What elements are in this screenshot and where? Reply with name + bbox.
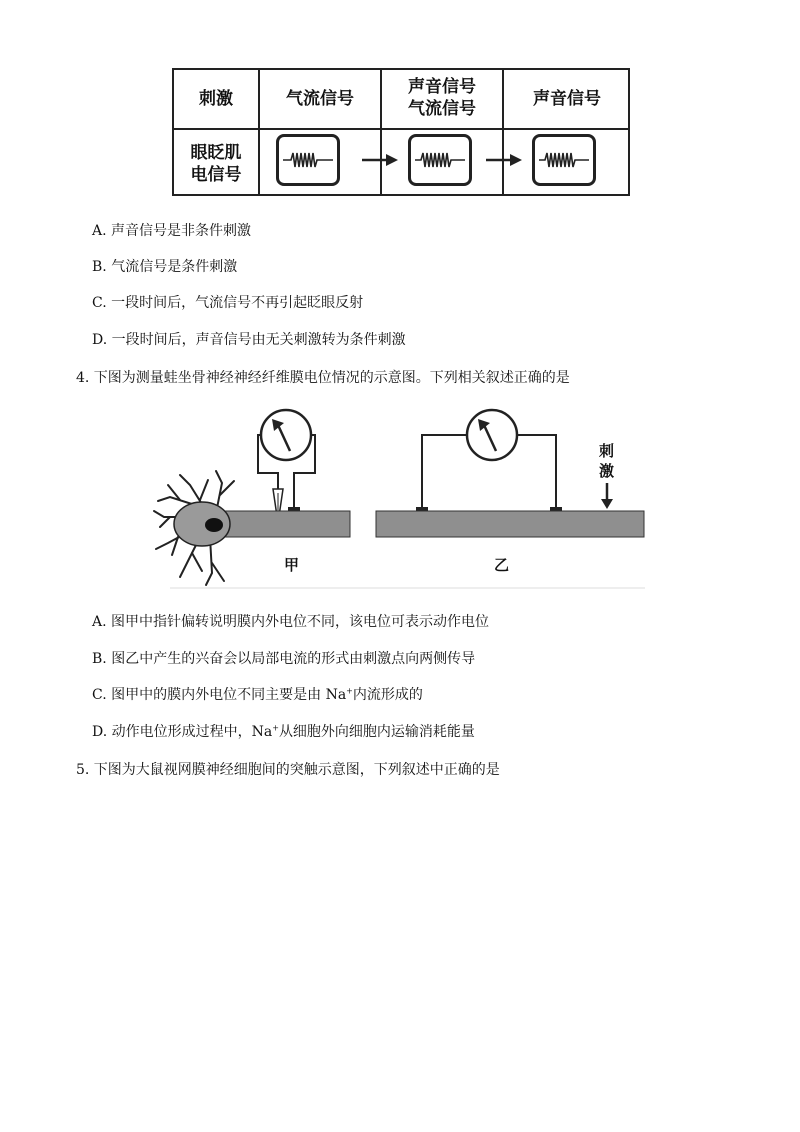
q4-option-c: C. 图甲中的膜内外电位不同主要是由 Na+内流形成的 [92,686,423,703]
q4-stem: 4. 下图为测量蛙坐骨神经神经纤维膜电位情况的示意图。下列相关叙述正确的是 [76,370,570,386]
arrow-right-icon [360,152,400,168]
row-header-emg: 眼眨肌 电信号 [190,143,242,185]
emg-signal-box [276,134,340,186]
col-airflow: 气流信号 [286,89,354,109]
q3-option-b: B. 气流信号是条件刺激 [92,259,238,275]
col-sound-airflow: 声音信号 气流信号 [408,77,476,119]
q5-stem: 5. 下图为大鼠视网膜神经细胞间的突触示意图，下列叙述中正确的是 [76,762,500,778]
col-sound: 声音信号 [533,89,601,109]
nerve-fiber-figure [150,405,650,590]
row-header-stimulus: 刺激 [199,89,233,109]
figure-label-yi: 乙 [494,556,510,574]
table-divider [174,128,628,130]
q4-option-a: A. 图甲中指针偏转说明膜内外电位不同，该电位可表示动作电位 [92,614,490,630]
q3-option-c: C. 一段时间后，气流信号不再引起眨眼反射 [92,295,364,311]
q3-option-d: D. 一段时间后，声音信号由无关刺激转为条件刺激 [92,332,406,348]
stimulus-table [172,68,630,196]
figure-label-jia: 甲 [284,556,300,574]
q3-option-a: A. 声音信号是非条件刺激 [92,223,252,239]
arrow-right-icon [484,152,524,168]
q4-option-b: B. 图乙中产生的兴奋会以局部电流的形式由刺激点向两侧传导 [92,651,476,667]
emg-signal-box [532,134,596,186]
q4-option-d: D. 动作电位形成过程中，Na+从细胞外向细胞内运输消耗能量 [92,723,475,740]
stimulus-label: 刺 激 [599,442,615,480]
emg-signal-box [408,134,472,186]
